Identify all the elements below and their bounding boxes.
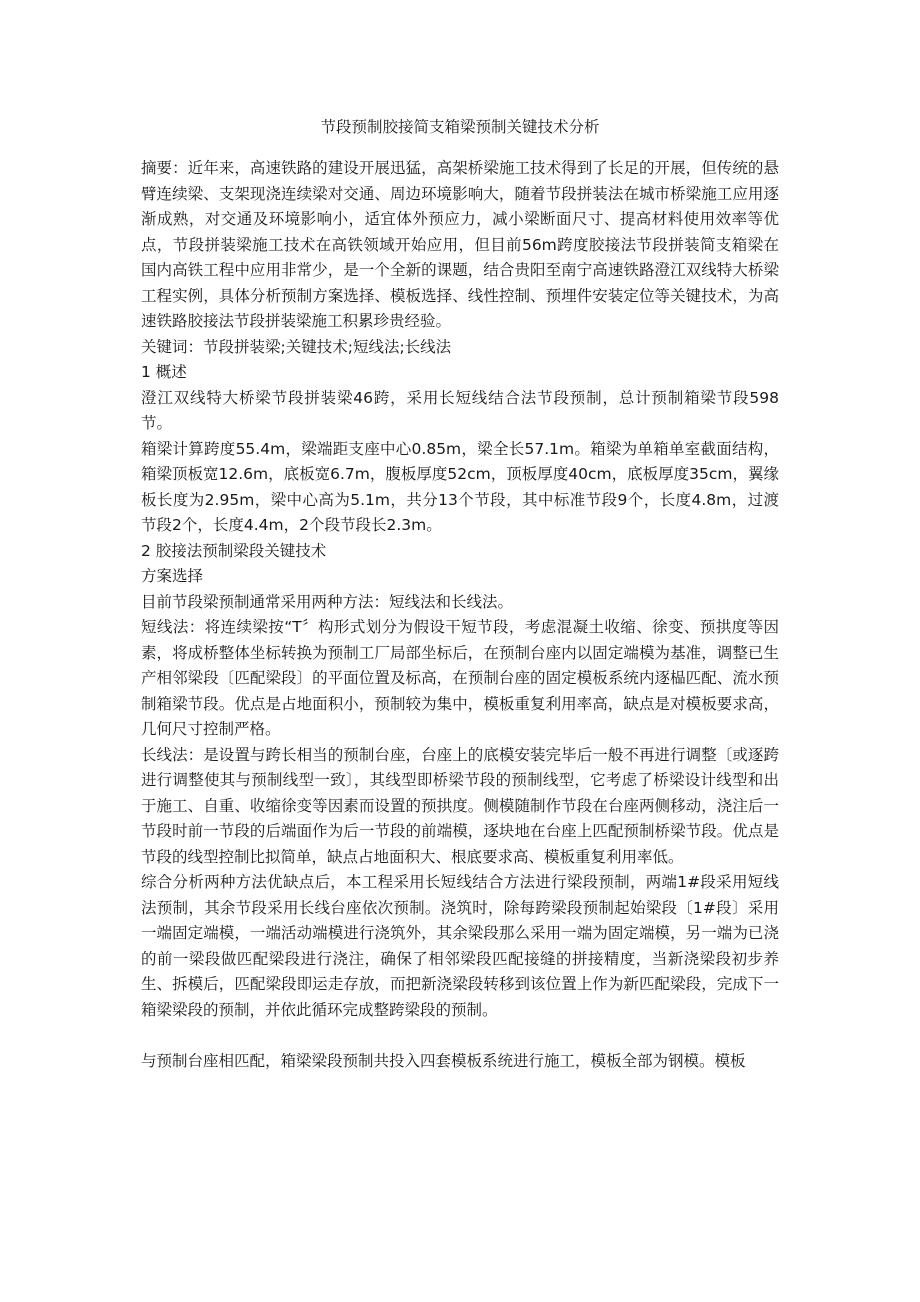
body-paragraph: 澄江双线特大桥梁节段拼装梁46跨，采用长短线结合法节段预制，总计预制箱梁节段598节。 bbox=[141, 388, 779, 432]
abstract-paragraph: 摘要：近年来，高速铁路的建设开展迅猛，高架桥梁施工技术得到了长足的开展，但传统的悬臂连续梁、支架现浇连续梁对交通、周边环境影响大，随着节段拼装法在城市桥梁施工应用逐渐成熟，对交通及环境影响小，适宜体外预应力，减小梁断面尺寸、提高材料使用效率等优点，节段拼装梁施工技术在高铁领域开始应用，但目前56m跨度胶接法节段拼装简支箱梁在国内高铁工程中应用非常少，是一个全新的课题，结合贵阳至南宁高速铁路澄江双线特大桥梁工程实例，具体分析预制方案选择、模板选择、线性控制、预埋件安装定位等关键技术，为高速铁路胶接法节段拼装梁施工积累珍贵经验。 bbox=[141, 159, 779, 330]
body-paragraph-analysis: 综合分析两种方法优缺点后，本工程采用长短线结合方法进行梁段预制，两端1#段采用短线法预制，其余节段采用长线台座依次预制。浇筑时，除每跨梁段预制起始梁段〔1#段〕采用一端固定端模，一端活动端模进行浇筑外，其余梁段那么采用一端为固定端模，另一端为已浇的前一梁段做匹配梁段进行浇注，确保了相邻梁段匹配接缝的拼接精度，当新浇梁段初步养生、拆模后，匹配梁段即运走存放，而把新浇梁段转移到该位置上作为新匹配梁段，完成下一箱梁梁段的预制，并依此循环完成整跨梁段的预制。 bbox=[141, 873, 779, 1019]
document-body bbox=[141, 156, 779, 1074]
body-paragraph: 目前节段梁预制通常采用两种方法：短线法和长线法。 bbox=[141, 592, 514, 611]
subsection-heading-plan: 方案选择 bbox=[141, 567, 204, 585]
section-heading-overview: 1 概述 bbox=[141, 363, 187, 381]
keywords-paragraph: 关键词：节段拼装梁;关键技术;短线法;长线法 bbox=[141, 337, 452, 356]
body-paragraph-short-line: 短线法：将连续梁按“T〞构形式划分为假设干短节段，考虑混凝土收缩、徐变、预拱度等因素，将成桥整体坐标转换为预制工厂局部坐标后，在预制台座内以固定端模为基准，调整已生产相邻梁段〔匹配梁段〕的平面位置及标高，在预制台座的固定模板系统内逐榀匹配、流水预制箱梁节段。优点是占地面积小，预制较为集中，模板重复利用率高，缺点是对模板要求高，几何尺寸控制严格。 bbox=[141, 618, 779, 738]
section-heading-key-tech: 2 胶接法预制梁段关键技术 bbox=[141, 541, 327, 560]
document-title: 节段预制胶接简支箱梁预制关键技术分析 bbox=[320, 118, 600, 136]
body-paragraph-long-line: 长线法：是设置与跨长相当的预制台座，台座上的底模安装完毕后一般不再进行调整〔或逐跨进行调整使其与预制线型一致〕，其线型即桥梁节段的预制线型，它考虑了桥梁设计线型和出于施工、自重、收缩徐变等因素而设置的预拱度。侧模随制作节段在台座两侧移动，浇注后一节段时前一节段的后端面作为后一节段的前端模，逐块地在台座上匹配预制桥梁节段。优点是节段的线型控制比拟简单，缺点占地面积大、根底要求高、模板重复利用率低。 bbox=[141, 745, 779, 866]
body-paragraph-formwork: 与预制台座相匹配，箱梁梁段预制共投入四套模板系统进行施工，模板全部为钢模。模板 bbox=[141, 1051, 746, 1070]
body-paragraph: 箱梁计算跨度55.4m，梁端距支座中心0.85m，梁全长57.1m。箱梁为单箱单室截面结构，箱梁顶板宽12.6m，底板宽6.7m，腹板厚度52cm，顶板厚度40cm，底板厚度35cm，翼缘板长度为2.95m，梁中心高为5.1m，共分13个节段，其中标准节段9个，长度4.8m，过渡节段2个，长度4.4m，2个段节段长2.3m。 bbox=[141, 439, 779, 534]
